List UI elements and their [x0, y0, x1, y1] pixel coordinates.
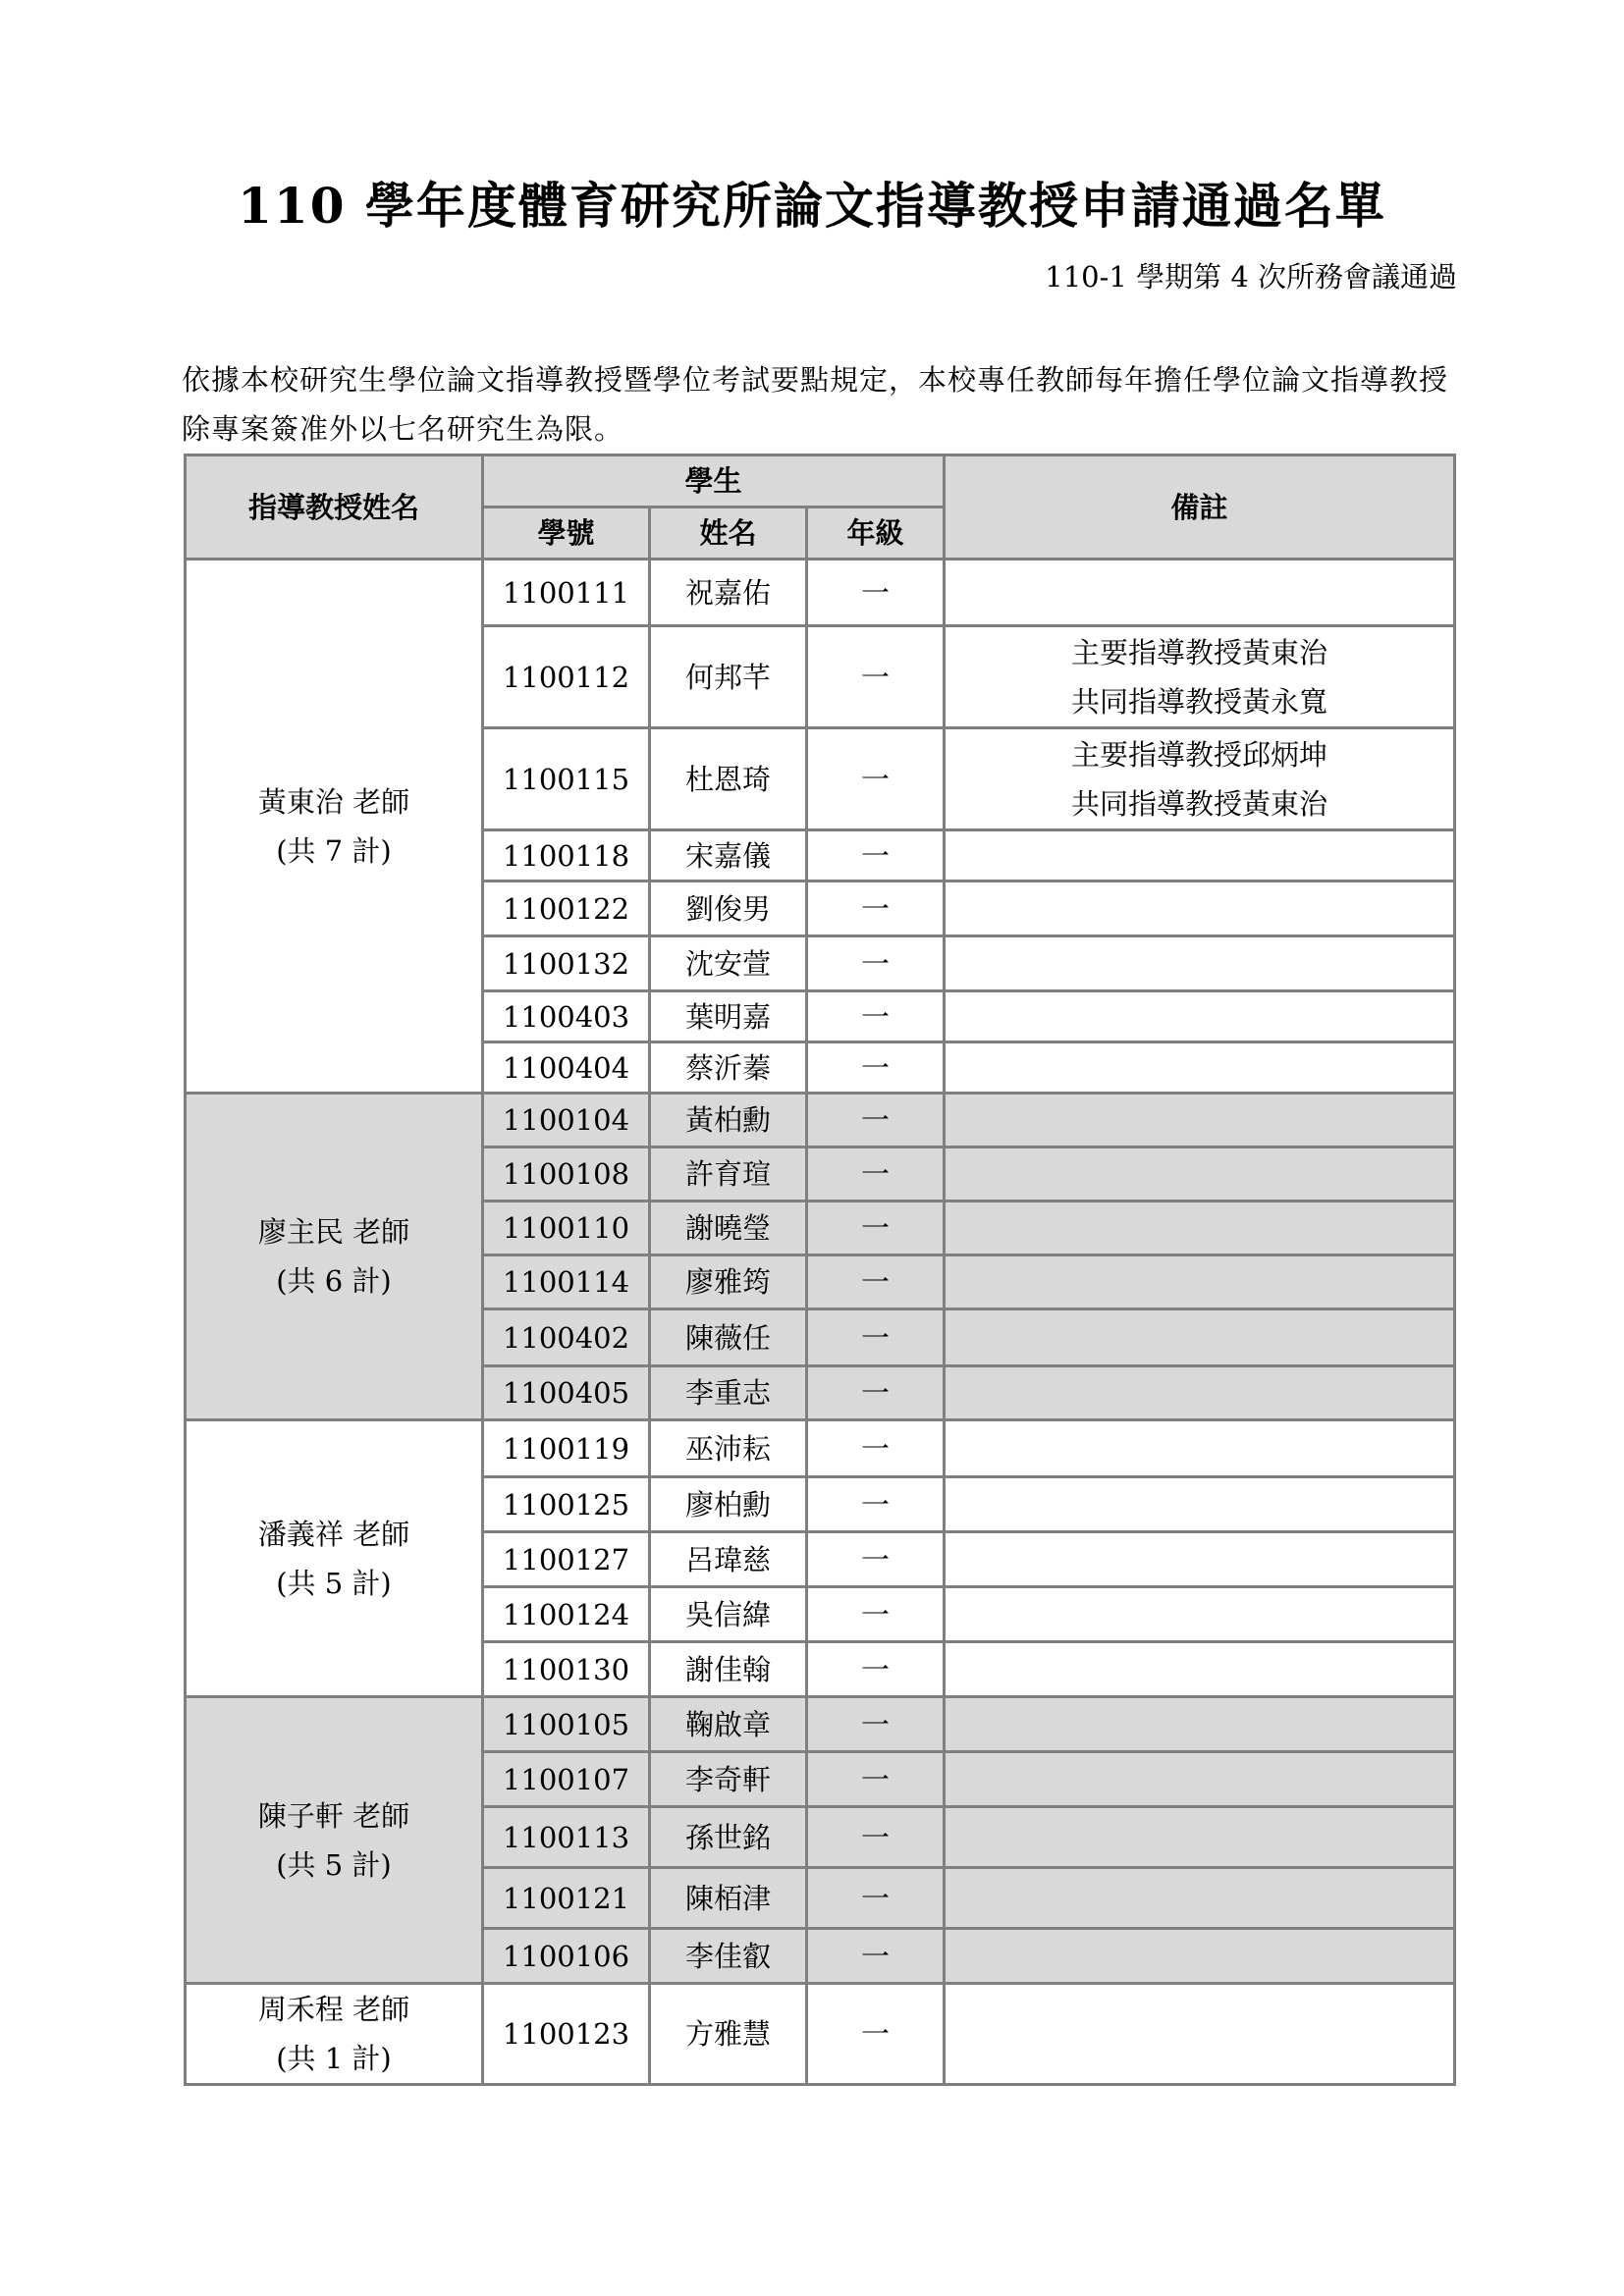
advisor-student-count: (共 5 計) [276, 1847, 392, 1882]
student-id-cell: 1100113 [483, 1807, 650, 1868]
advisor-group [186, 1420, 1455, 1697]
student-id-cell: 1100104 [483, 1094, 650, 1148]
advisor-cell [186, 1697, 483, 1984]
remarks-cell [945, 1477, 1455, 1532]
grade-cell: 一 [807, 936, 945, 991]
grade-cell: 一 [807, 1929, 945, 1984]
remarks-cell [945, 1929, 1455, 1984]
header-student-id: 學號 [483, 507, 650, 560]
intro-paragraph: 依據本校研究生學位論文指導教授暨學位考試要點規定，本校專任教師每年擔任學位論文指導教授除專案簽准外以七名研究生為限。 [182, 363, 1449, 446]
student-id-cell: 1100119 [483, 1420, 650, 1477]
student-id-cell: 1100114 [483, 1255, 650, 1309]
grade-cell: 一 [807, 1309, 945, 1366]
remarks-cell [945, 1255, 1455, 1309]
header-row-top [186, 455, 1455, 507]
student-id-cell: 1100121 [483, 1868, 650, 1929]
advisor-group [186, 1094, 1455, 1420]
student-name-cell: 祝嘉佑 [650, 560, 807, 626]
table-row [186, 1984, 1455, 2085]
remark-line: 共同指導教授黃東治 [1071, 786, 1328, 821]
advisor-student-count: (共 6 計) [276, 1264, 392, 1298]
advisor-student-count: (共 5 計) [276, 1566, 392, 1600]
grade-cell: 一 [807, 830, 945, 881]
remarks-cell [945, 1807, 1455, 1868]
student-name-cell: 方雅慧 [650, 1984, 807, 2085]
table-row [186, 560, 1455, 626]
student-id-cell: 1100112 [483, 626, 650, 728]
grade-cell: 一 [807, 1868, 945, 1929]
table-row [186, 1094, 1455, 1148]
grade-cell: 一 [807, 1255, 945, 1309]
remarks-cell [945, 881, 1455, 936]
student-id-cell: 1100105 [483, 1697, 650, 1752]
grade-cell: 一 [807, 1420, 945, 1477]
advisor-student-count: (共 7 計) [276, 833, 392, 868]
student-name-cell: 黃柏勳 [650, 1094, 807, 1148]
student-name-cell: 吳信緯 [650, 1587, 807, 1642]
student-name-cell: 葉明嘉 [650, 991, 807, 1042]
student-id-cell: 1100130 [483, 1642, 650, 1697]
student-id-cell: 1100108 [483, 1148, 650, 1201]
advisor-name: 黃東治 老師 [257, 784, 410, 819]
grade-cell: 一 [807, 1477, 945, 1532]
student-id-cell: 1100118 [483, 830, 650, 881]
advisor-name: 陳子軒 老師 [257, 1798, 410, 1833]
student-id-cell: 1100403 [483, 991, 650, 1042]
student-name-cell: 沈安萱 [650, 936, 807, 991]
remarks-cell [945, 728, 1455, 830]
grade-cell: 一 [807, 626, 945, 728]
remarks-cell [945, 1642, 1455, 1697]
remarks-cell [945, 1042, 1455, 1094]
student-name-cell: 呂瑋慈 [650, 1532, 807, 1587]
advisor-name: 廖主民 老師 [257, 1215, 410, 1249]
grade-cell: 一 [807, 881, 945, 936]
student-id-cell: 1100132 [483, 936, 650, 991]
student-name-cell: 廖雅筠 [650, 1255, 807, 1309]
student-id-cell: 1100122 [483, 881, 650, 936]
student-name-cell: 宋嘉儀 [650, 830, 807, 881]
student-id-cell: 1100402 [483, 1309, 650, 1366]
grade-cell: 一 [807, 1752, 945, 1807]
grade-cell: 一 [807, 1148, 945, 1201]
student-name-cell: 李奇軒 [650, 1752, 807, 1807]
remarks-cell [945, 1587, 1455, 1642]
header-name: 姓名 [650, 507, 807, 560]
student-name-cell: 謝佳翰 [650, 1642, 807, 1697]
grade-cell: 一 [807, 728, 945, 830]
student-name-cell: 謝曉瑩 [650, 1201, 807, 1255]
document-title: 110 學年度體育研究所論文指導教授申請通過名單 [238, 177, 1386, 235]
student-name-cell: 蔡沂蓁 [650, 1042, 807, 1094]
student-name-cell: 李佳叡 [650, 1929, 807, 1984]
student-id-cell: 1100115 [483, 728, 650, 830]
meeting-approval-note: 110-1 學期第 4 次所務會議通過 [1045, 260, 1457, 294]
header-advisor: 指導教授姓名 [186, 455, 483, 560]
remark-line: 共同指導教授黃永寬 [1071, 684, 1328, 719]
advisor-roster-table [184, 454, 1456, 2086]
advisor-cell [186, 1420, 483, 1697]
advisor-name: 潘義祥 老師 [257, 1517, 410, 1551]
student-id-cell: 1100106 [483, 1929, 650, 1984]
grade-cell: 一 [807, 1587, 945, 1642]
grade-cell: 一 [807, 1201, 945, 1255]
student-name-cell: 劉俊男 [650, 881, 807, 936]
remarks-cell [945, 1752, 1455, 1807]
remarks-cell [945, 1309, 1455, 1366]
remarks-cell [945, 1366, 1455, 1420]
remarks-cell [945, 1201, 1455, 1255]
remarks-cell [945, 1094, 1455, 1148]
remarks-cell [945, 991, 1455, 1042]
student-id-cell: 1100404 [483, 1042, 650, 1094]
table-header [186, 455, 1455, 560]
student-name-cell: 陳薇任 [650, 1309, 807, 1366]
student-name-cell: 陳栢津 [650, 1868, 807, 1929]
student-name-cell: 巫沛耘 [650, 1420, 807, 1477]
header-grade: 年級 [807, 507, 945, 560]
student-name-cell: 許育瑄 [650, 1148, 807, 1201]
grade-cell: 一 [807, 1366, 945, 1420]
grade-cell: 一 [807, 991, 945, 1042]
student-name-cell: 何邦芊 [650, 626, 807, 728]
table-row [186, 1697, 1455, 1752]
student-id-cell: 1100107 [483, 1752, 650, 1807]
remarks-cell [945, 830, 1455, 881]
remarks-cell [945, 1532, 1455, 1587]
remarks-cell [945, 1148, 1455, 1201]
student-id-cell: 1100111 [483, 560, 650, 626]
student-id-cell: 1100127 [483, 1532, 650, 1587]
grade-cell: 一 [807, 1984, 945, 2085]
advisor-student-count: (共 1 計) [276, 2042, 392, 2075]
remarks-cell [945, 1984, 1455, 2085]
student-name-cell: 孫世銘 [650, 1807, 807, 1868]
student-id-cell: 1100123 [483, 1984, 650, 2085]
advisor-group [186, 560, 1455, 1094]
grade-cell: 一 [807, 1807, 945, 1868]
remarks-cell [945, 1420, 1455, 1477]
grade-cell: 一 [807, 1042, 945, 1094]
table-row [186, 1420, 1455, 1477]
advisor-name: 周禾程 老師 [257, 1993, 410, 2026]
remark-line: 主要指導教授黃東治 [1071, 635, 1328, 669]
student-id-cell: 1100124 [483, 1587, 650, 1642]
student-id-cell: 1100405 [483, 1366, 650, 1420]
grade-cell: 一 [807, 1532, 945, 1587]
remarks-cell [945, 1697, 1455, 1752]
student-id-cell: 1100125 [483, 1477, 650, 1532]
student-name-cell: 鞠啟章 [650, 1697, 807, 1752]
advisor-cell [186, 1984, 483, 2085]
advisor-group [186, 1984, 1455, 2085]
grade-cell: 一 [807, 1094, 945, 1148]
student-name-cell: 廖柏勳 [650, 1477, 807, 1532]
header-student: 學生 [483, 455, 945, 507]
remark-line: 主要指導教授邱炳坤 [1071, 737, 1328, 772]
header-remarks: 備註 [945, 455, 1455, 560]
remarks-cell [945, 936, 1455, 991]
grade-cell: 一 [807, 1697, 945, 1752]
student-name-cell: 李重志 [650, 1366, 807, 1420]
remarks-cell [945, 1868, 1455, 1929]
advisor-cell [186, 1094, 483, 1420]
remarks-cell [945, 626, 1455, 728]
remarks-cell [945, 560, 1455, 626]
student-name-cell: 杜恩琦 [650, 728, 807, 830]
grade-cell: 一 [807, 1642, 945, 1697]
advisor-cell [186, 560, 483, 1094]
advisor-group [186, 1697, 1455, 1984]
student-id-cell: 1100110 [483, 1201, 650, 1255]
grade-cell: 一 [807, 560, 945, 626]
